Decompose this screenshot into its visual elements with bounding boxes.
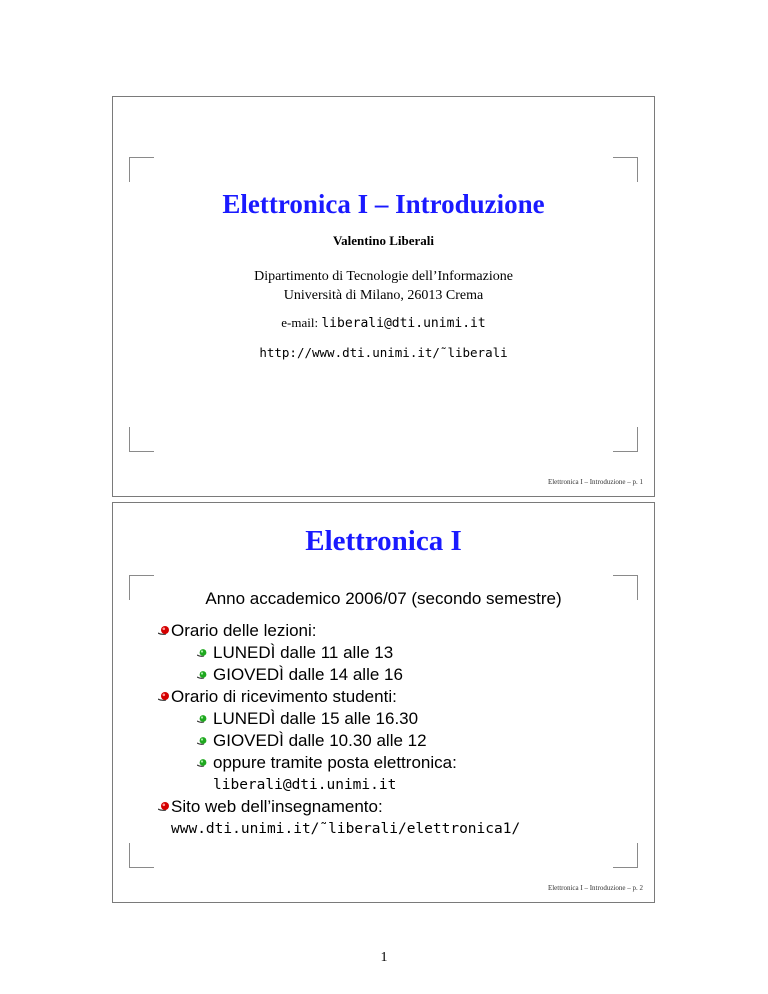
- info-list: [171, 620, 520, 840]
- green-bullet-icon: [197, 649, 207, 657]
- slide-title: Elettronica I – Introduzione: [222, 189, 545, 219]
- homepage-link[interactable]: http://www.dti.unimi.it/˜liberali: [259, 345, 508, 360]
- corner-mark-top-left: [129, 157, 154, 182]
- red-bullet-icon: [158, 692, 170, 701]
- email-label: e-mail:: [281, 315, 319, 330]
- page-number: 1: [380, 950, 388, 965]
- list-item: GIOVEDÌ dalle 10.30 alle 12: [213, 730, 520, 752]
- corner-mark-top-right: [613, 157, 638, 182]
- green-bullet-icon: [197, 759, 207, 767]
- corner-mark-bottom-right: [613, 427, 638, 452]
- list-item: LUNEDÌ dalle 15 alle 16.30: [213, 708, 520, 730]
- department: Dipartimento di Tecnologie dell’Informazione: [254, 269, 513, 284]
- red-bullet-icon: [158, 626, 170, 635]
- office-label: Orario di ricevimento studenti:: [171, 687, 397, 706]
- corner-mark-bottom-right: [613, 843, 638, 868]
- affiliation: [113, 267, 654, 305]
- website-link[interactable]: www.dti.unimi.it/˜liberali/elettronica1/: [171, 821, 521, 837]
- list-item: oppure tramite posta elettronica: liberali@dti.unimi.it: [213, 752, 520, 796]
- office-email[interactable]: liberali@dti.unimi.it: [213, 777, 397, 793]
- slide-footer: Elettronica I – Introduzione – p. 1: [547, 478, 643, 486]
- list-item-lessons: [171, 620, 520, 686]
- office-list: [171, 708, 520, 796]
- email-address[interactable]: liberali@dti.unimi.it: [321, 316, 486, 331]
- list-item-website: [171, 796, 520, 840]
- author-name: Valentino Liberali: [332, 233, 434, 248]
- academic-year: Anno accademico 2006/07 (secondo semestre): [205, 589, 562, 608]
- green-bullet-icon: [197, 715, 207, 723]
- website-label: Sito web dell’insegnamento:: [171, 797, 383, 816]
- corner-mark-bottom-left: [129, 843, 154, 868]
- corner-mark-bottom-left: [129, 427, 154, 452]
- list-item-office-hours: [171, 686, 520, 796]
- lessons-list: [171, 642, 520, 686]
- slide-1: [112, 96, 655, 497]
- slide-footer: Elettronica I – Introduzione – p. 2: [547, 884, 643, 892]
- green-bullet-icon: [197, 737, 207, 745]
- slide-2: [112, 502, 655, 903]
- email-line: [113, 315, 654, 331]
- university: Università di Milano, 26013 Crema: [283, 288, 484, 303]
- green-bullet-icon: [197, 671, 207, 679]
- red-bullet-icon: [158, 802, 170, 811]
- slide-title: Elettronica I: [305, 525, 462, 557]
- list-item: GIOVEDÌ dalle 14 alle 16: [213, 664, 520, 686]
- list-item: LUNEDÌ dalle 11 alle 13: [213, 642, 520, 664]
- lessons-label: Orario delle lezioni:: [171, 621, 317, 640]
